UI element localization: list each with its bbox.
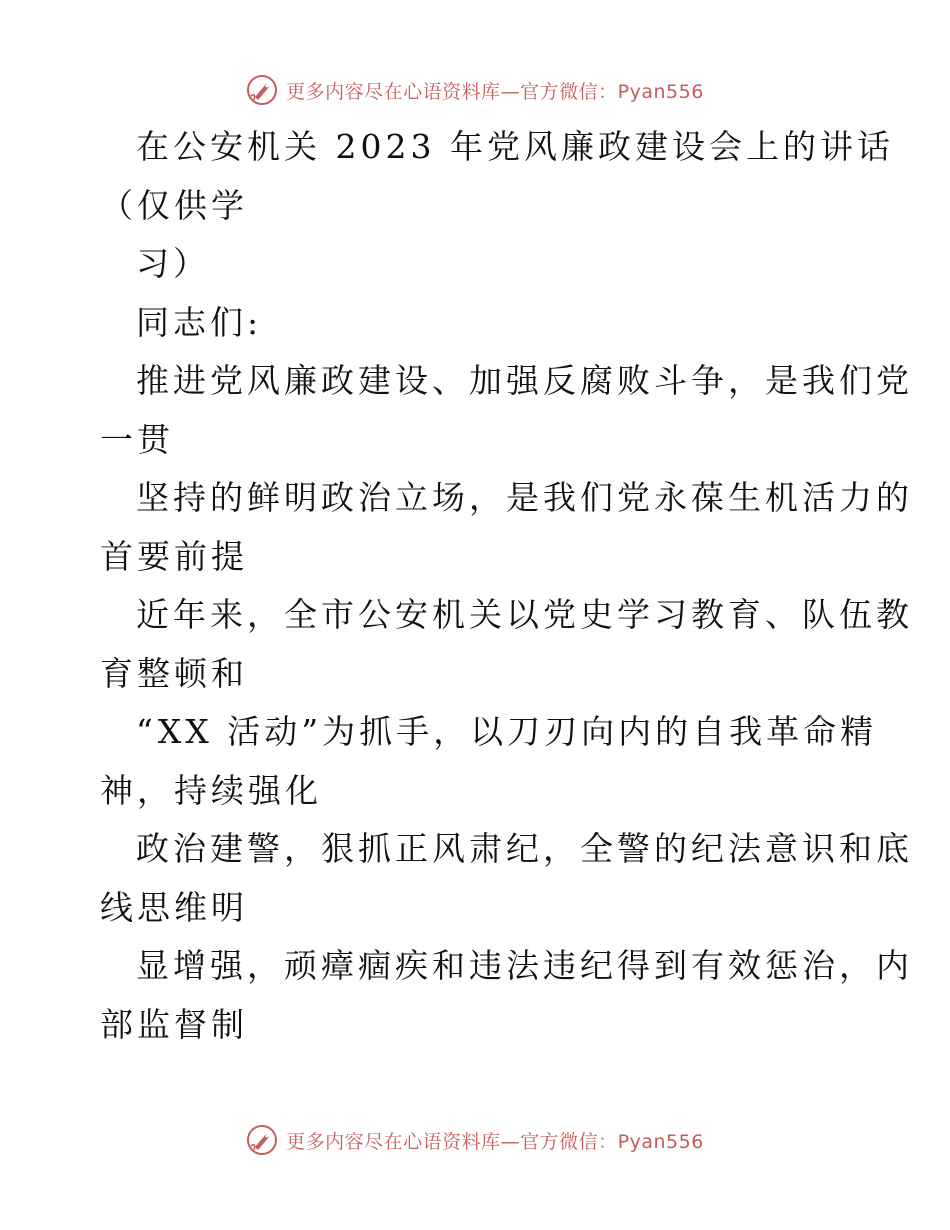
- document-line: 近年来，全市公安机关以党史学习教育、队伍教: [136, 595, 913, 634]
- document-line: 习）: [136, 244, 210, 283]
- document-body: [100, 118, 913, 1054]
- document-line: 首要前提: [100, 536, 248, 576]
- document-line: 推进党风廉政建设、加强反腐败斗争，是我们党: [136, 361, 913, 400]
- document-line: 在公安机关 2023 年党风廉政建设会上的讲话: [136, 127, 894, 166]
- document-line: 部监督制: [100, 1004, 248, 1044]
- watermark-group: [246, 74, 704, 106]
- watermark-header: [0, 70, 950, 110]
- pen-nib-logo-icon: [246, 74, 278, 106]
- document-line: “XX 活动”为抓手，以刀刃向内的自我革命精: [136, 712, 878, 751]
- document-line: （仅供学: [100, 185, 248, 225]
- document-line: 坚持的鲜明政治立场，是我们党永葆生机活力的: [136, 478, 913, 517]
- watermark-footer: [0, 1120, 950, 1160]
- pen-nib-logo-icon: [246, 1124, 278, 1156]
- document-line: 线思维明: [100, 887, 248, 927]
- document-line: 政治建警，狠抓正风肃纪，全警的纪法意识和底: [136, 829, 913, 868]
- document-line: 育整顿和: [100, 653, 248, 693]
- watermark-group: [246, 1124, 704, 1156]
- document-line: 显增强，顽瘴痼疾和违法违纪得到有效惩治，内: [136, 946, 913, 985]
- document-line: 同志们:: [136, 302, 263, 342]
- document-line: 一贯: [100, 419, 174, 459]
- document-line: 神，持续强化: [100, 770, 322, 810]
- watermark-text: 更多内容尽在心语资料库—官方微信：Pyan556: [286, 80, 704, 103]
- watermark-text: 更多内容尽在心语资料库—官方微信：Pyan556: [286, 1130, 704, 1153]
